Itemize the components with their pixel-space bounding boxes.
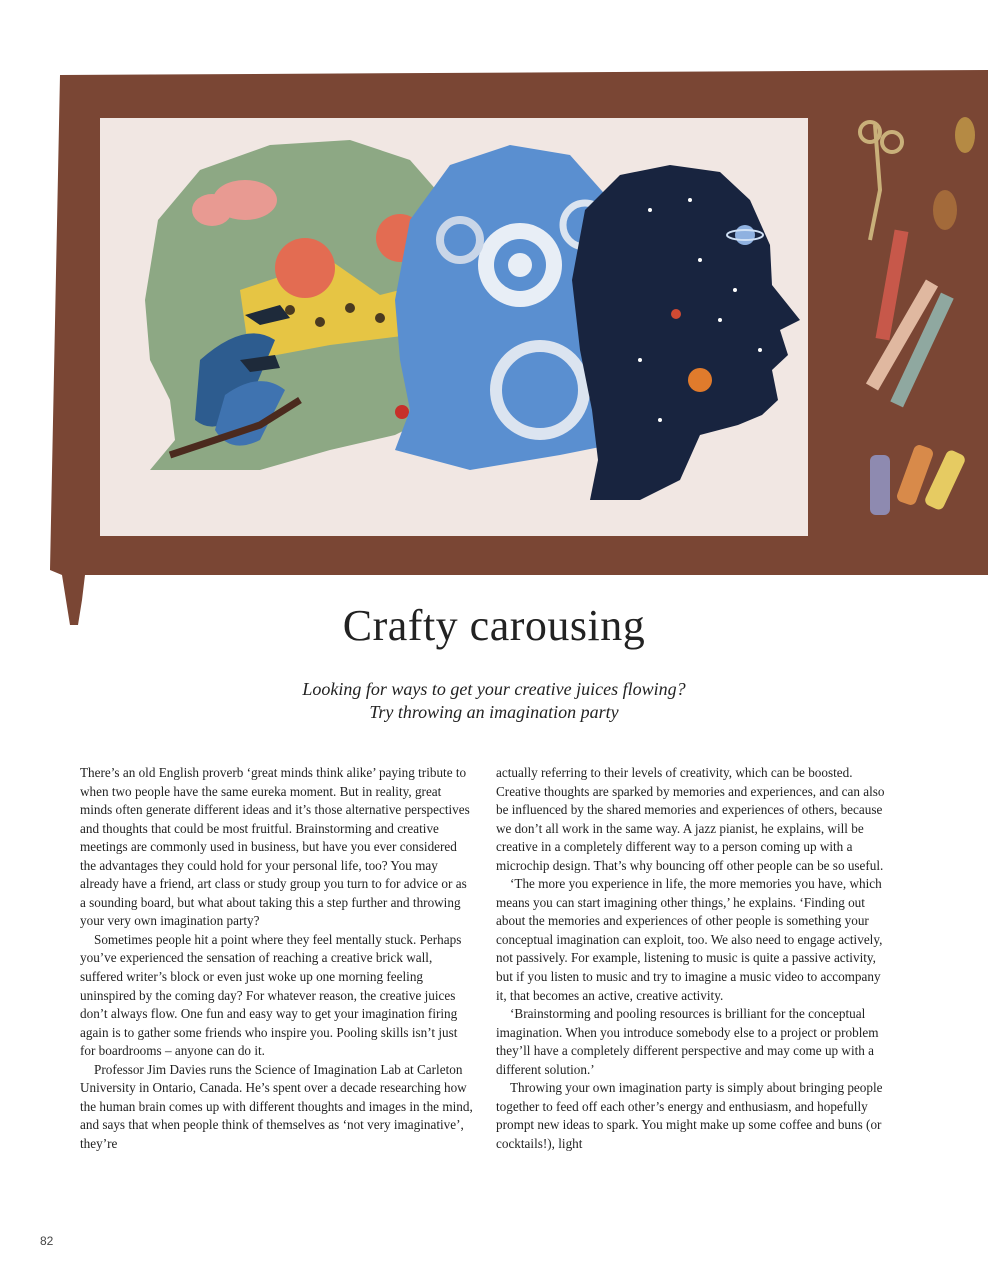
body-paragraph: actually referring to their levels of creativity, which can be boosted. Creative thoughts are sparked by memories and experiences, and can also be influenced by the shared memories and experiences of others, because we don’t all work in the same way. A jazz pianist, he explains, will be creative in a completely different way to a person coming up with a microchip design. That’s why bouncing off other people can be so useful. bbox=[496, 765, 885, 873]
body-paragraph: Professor Jim Davies runs the Science of Imagination Lab at Carleton University in Ontario, Canada. He’s spent over a decade researching how the human brain comes up with different thoughts and images in the mind, and says that when people think of themselves as ‘not very imaginative’, they’re bbox=[80, 1061, 473, 1151]
standfirst-line-1: Looking for ways to get your creative juices flowing? bbox=[302, 679, 686, 699]
standfirst-line-2: Try throwing an imagination party bbox=[369, 702, 619, 722]
page-number: 82 bbox=[40, 1234, 54, 1248]
body-paragraph: Throwing your own imagination party is simply about bringing people together to feed off each other’s energy and enthusiasm, and hopefully prompt new ideas to spark. You might make up some coffee and buns (or cocktails!), light bbox=[496, 1080, 883, 1151]
body-paragraph: ‘The more you experience in life, the more memories you have, which means you can start imagining other things,’ he explains. ‘Finding out about the memories and experiences of other people is something your conceptual imagination can exploit, too. We also need to engage actively, not passively. For example, listening to music is quite a passive activity, but if you listen to music and try to imagine a music video to accompany it, that becomes an active, creative activity. bbox=[496, 876, 883, 1003]
body-column-right bbox=[496, 764, 891, 1153]
body-paragraph: Sometimes people hit a point where they feel mentally stuck. Perhaps you’ve experienced the sensation of reaching a creative brick wall, suffered writer’s block or even just woke up one morning feeling uninspired by the coming day? For whatever reason, the creative juices don’t always flow. One fun and easy way to get your imagination firing again is to gather some friends who inspire you. Pooling skills isn’t just for boardrooms – anyone can do it. bbox=[80, 931, 462, 1059]
header-illustration bbox=[0, 60, 988, 640]
body-paragraph: ‘Brainstorming and pooling resources is brilliant for the conceptual imagination. When you introduce somebody else to a project or problem they’ll have a completely different perspective and may come up with a different solution.’ bbox=[496, 1006, 879, 1077]
body-paragraph: There’s an old English proverb ‘great minds think alike’ paying tribute to when two people have the same eureka moment. But in reality, great minds often generate different ideas and it’s those alternative perspectives and thoughts that could be most fruitful. Brainstorming and creative meetings are commonly used in business, but have you ever considered the advantages they could hold for your personal life, too? You may already have a friend, art class or study group you turn to for advice or as a sounding board, but what about taking this a step further and throwing your very own imagination party? bbox=[80, 765, 470, 929]
article-title: Crafty carousing bbox=[342, 601, 646, 650]
article-standfirst bbox=[0, 678, 988, 724]
body-column-left bbox=[80, 764, 475, 1153]
